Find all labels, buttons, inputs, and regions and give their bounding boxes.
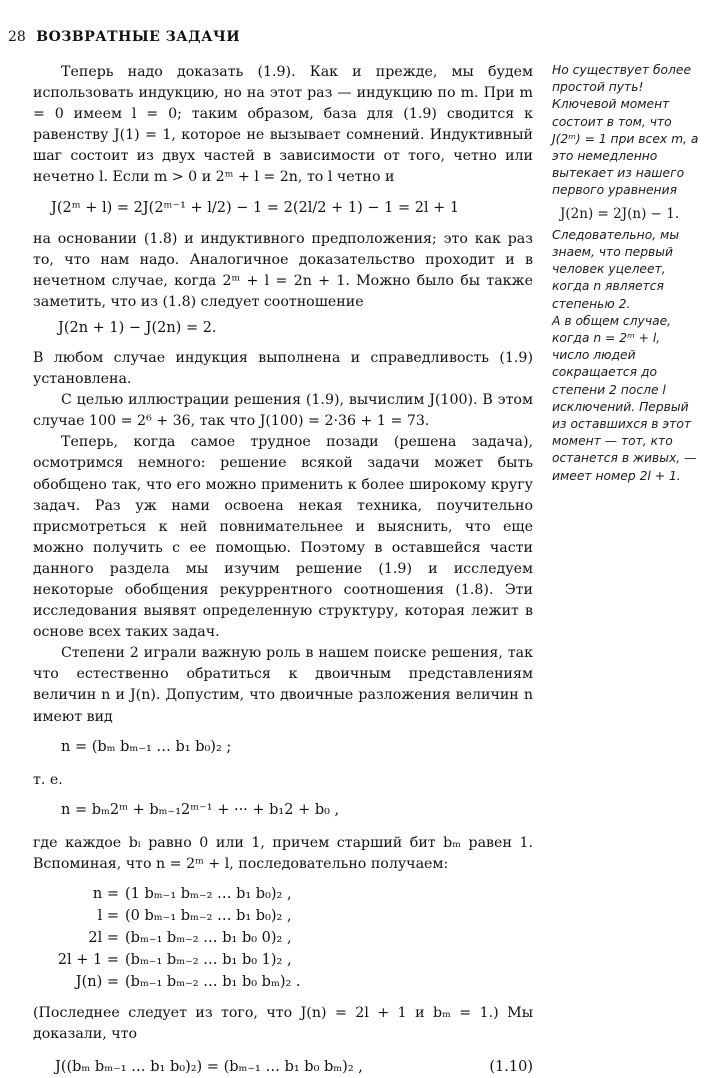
system-lhs: l = xyxy=(97,907,119,924)
equation-system xyxy=(39,883,301,993)
system-row xyxy=(39,949,301,971)
paragraph-example: С целью иллюстрации решения (1.9), вычислим J(100). В этом случае 100 = 2⁶ + 36, так что J(100) = 2·36 + 1 = 73. xyxy=(33,392,533,430)
paragraph-proved: (Последнее следует из того, что J(n) = 2l + 1 и bₘ = 1.) Мы доказали, что xyxy=(33,1004,533,1042)
system-row xyxy=(39,905,301,927)
system-rhs: (1 bₘ₋₁ bₘ₋₂ … b₁ b₀)₂ , xyxy=(125,885,292,902)
system-rhs: (bₘ₋₁ bₘ₋₂ … b₁ b₀ bₘ)₂ . xyxy=(125,973,301,990)
system-rhs: (bₘ₋₁ bₘ₋₂ … b₁ b₀ 0)₂ , xyxy=(125,929,292,946)
system-lhs: J(n) = xyxy=(75,973,119,990)
main-text-column xyxy=(33,62,533,1078)
equation-1-10-body: J((bₘ bₘ₋₁ … b₁ b₀)₂) = (bₘ₋₁ … b₁ b₀ bₘ)₂ , xyxy=(55,1059,363,1076)
paragraph-binary: Степени 2 играли важную роль в нашем поиске решения, так что естественно обратиться к двоичным представлениям величин n и J(n). Допустим, что двоичные разложения величин n имеют вид xyxy=(33,645,533,725)
margin-note-text-2: Следовательно, мы знаем, что первый человек уцелеет, когда n является степенью 2. xyxy=(552,227,680,311)
paragraph-generalization: Теперь, когда самое трудное позади (решена задача), осмотримся немного: решение всякой задачи может быть обобщено так, что его можно применить к более широкому кругу задач. Раз уж нами освоена некая техника, поучительно присмотреться к ней повнимательнее и выяснить, что еще можно получить с ее помощью. Поэтому в оставшейся части данного раздела мы изучим решение (1.9) и исследуем некоторые обобщения рекуррентного соотношения (1.8). Эти исследования выявят определенную структуру, которая лежит в основе всех таких задач. xyxy=(33,434,533,641)
equation-1-10 xyxy=(33,1057,533,1078)
equation-number: (1.10) xyxy=(489,1059,533,1076)
page-header xyxy=(8,29,240,45)
system-lhs: n = xyxy=(92,885,119,902)
paragraph-conclusion: В любом случае индукция выполнена и справедливость (1.9) установлена. xyxy=(33,349,533,388)
text-that-is: т. е. xyxy=(33,771,63,788)
equation-induction-step: J(2ᵐ + l) = 2J(2ᵐ⁻¹ + l/2) − 1 = 2(2l/2 + 1) − 1 = 2l + 1 xyxy=(51,199,460,216)
margin-note-equation: J(2n) = 2J(n) − 1. xyxy=(560,205,680,222)
margin-note-text-1: Но существует более простой путь! Ключевой момент состоит в том, что J(2ᵐ) = 1 при всех m, а это немедленно вытекает из нашего первого уравнения xyxy=(552,63,699,198)
paragraph-bits: где каждое bᵢ равно 0 или 1, причем старший бит bₘ равен 1. Вспоминая, что n = 2ᵐ + l, последовательно получаем: xyxy=(33,834,533,872)
system-row xyxy=(39,883,301,905)
system-rhs: (bₘ₋₁ bₘ₋₂ … b₁ b₀ 1)₂ , xyxy=(125,951,292,968)
system-row xyxy=(39,927,301,949)
paragraph-odd-case: на основании (1.8) и индуктивного предположения; это как раз то, что нам надо. Аналогичное доказательство проходит и в нечетном случае, когда 2ᵐ + l = 2n + 1. Можно было бы также заметить, что из (1.8) следует соотношение xyxy=(33,230,533,310)
equation-binary-expansion: n = bₘ2ᵐ + bₘ₋₁2ᵐ⁻¹ + ··· + b₁2 + b₀ , xyxy=(61,801,340,818)
chapter-title: ВОЗВРАТНЫЕ ЗАДАЧИ xyxy=(36,29,241,45)
system-lhs: 2l + 1 = xyxy=(57,951,119,968)
margin-note-text-3: А в общем случае, когда n = 2ᵐ + l, число людей сокращается до степени 2 после l исключений. Первый из оставшихся в этот момент — тот, кто останется в живых, — имеет номер 2l + 1. xyxy=(552,313,697,483)
equation-difference: J(2n + 1) − J(2n) = 2. xyxy=(58,319,217,336)
equation-binary-form: n = (bₘ bₘ₋₁ … b₁ b₀)₂ ; xyxy=(61,738,232,755)
page-number: 28 xyxy=(8,29,26,45)
system-rhs: (0 bₘ₋₁ bₘ₋₂ … b₁ b₀)₂ , xyxy=(125,907,292,924)
system-row xyxy=(39,971,301,993)
margin-note xyxy=(552,62,700,485)
paragraph-induction: Теперь надо доказать (1.9). Как и прежде, мы будем использовать индукцию, но на этот раз — индукцию по m. При m = 0 имеем l = 0; таким образом, база для (1.9) сводится к равенству J(1) = 1, которое не вызывает сомнений. Индуктивный шаг состоит из двух частей в зависимости от того, четно или нечетно l. Если m > 0 и 2ᵐ + l = 2n, то l четно и xyxy=(33,64,533,186)
system-lhs: 2l = xyxy=(88,929,119,946)
